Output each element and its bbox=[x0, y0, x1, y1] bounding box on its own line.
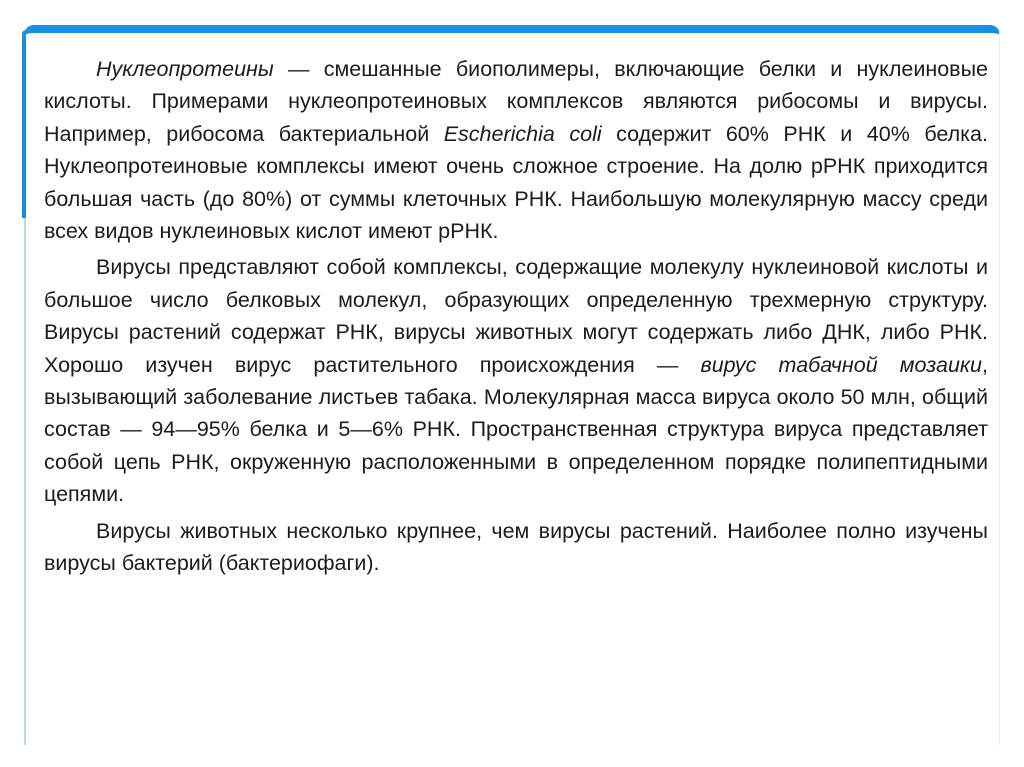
paragraph-animal-viruses bbox=[44, 515, 988, 580]
frame-accent-bar bbox=[22, 30, 26, 218]
text-body bbox=[44, 53, 988, 580]
paragraph-viruses bbox=[44, 251, 988, 510]
term-nucleoproteins: Нуклеопротеины bbox=[96, 57, 274, 81]
text-segment: Вирусы представляют собой комплексы, содержащие молекулу нуклеиновой кислоты и большое число белковых молекул, образующих определенную трехмерную структуру. Вирусы растений содержат РНК, вирусы животных могут содержать либо ДНК, либо РНК. Хорошо изучен вирус растительного происхождения — bbox=[44, 255, 988, 377]
term-tobacco-mosaic-virus: вирус табачной мозаики bbox=[700, 352, 983, 377]
term-escherichia-coli: Escherichia coli bbox=[443, 121, 602, 146]
text-segment: — смешанные биополимеры, включающие белки и нуклеиновые кислоты. Примерами нуклеопротеиновых комплексов являются рибосомы и вирусы. Например, рибосома бактериальной bbox=[44, 57, 988, 146]
text-segment: , вызывающий заболевание листьев табака. Молекулярная масса вируса около 50 млн, общий состав — 94—95% белка и 5—6% РНК. Пространственная структура вируса представляет собой цепь РНК, окруженную расположенными в определенном порядке полипептидными цепями. bbox=[44, 352, 988, 507]
text-segment: содержит 60% РНК и 40% белка. Нуклеопротеиновые комплексы имеют очень сложное строение. На долю рРНК приходится большая часть (до 80%) от суммы клеточных РНК. Наибольшую молекулярную массу среди всех видов нуклеиновых кислот имеют рРНК. bbox=[44, 121, 988, 244]
paragraph-nucleoproteins bbox=[44, 53, 988, 247]
text-segment: Вирусы животных несколько крупнее, чем вирусы растений. Наиболее полно изучены вирусы бактерий (бактериофаги). bbox=[44, 518, 988, 576]
